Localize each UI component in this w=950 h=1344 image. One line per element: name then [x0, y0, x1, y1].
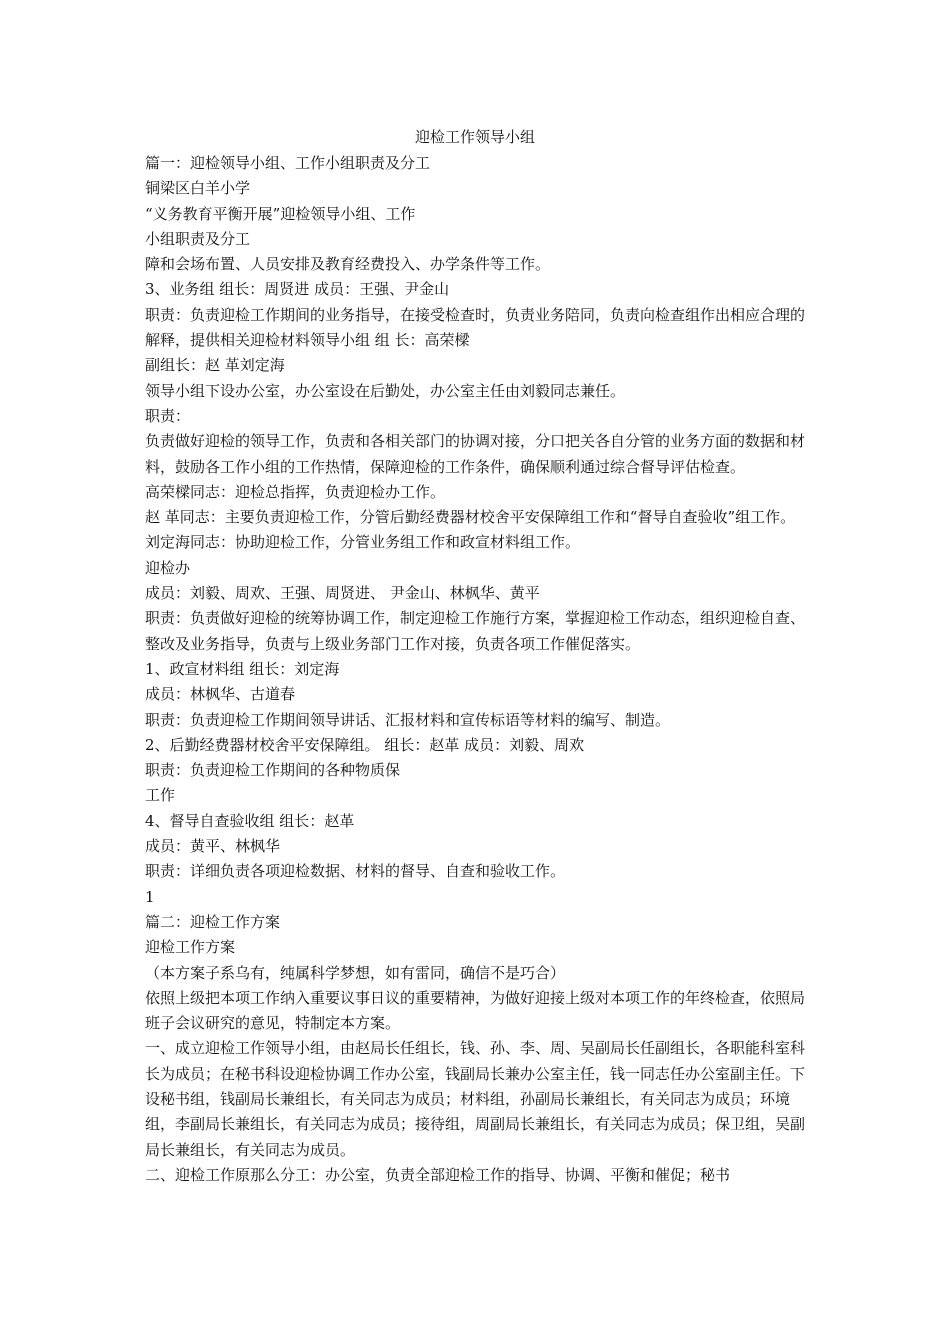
text-line: （本方案子系乌有，纯属科学梦想，如有雷同，确信不是巧合）: [145, 963, 566, 982]
text-line: 职责：负责做好迎检的统筹协调工作，制定迎检工作施行方案，掌握迎检工作动态，组织迎检自查、整改及业务指导，负责与上级业务部门工作对接，负责各项工作催促落实。: [145, 609, 806, 653]
page-number: 1: [145, 887, 155, 906]
text-line: 成员：林枫华、古道春: [145, 685, 296, 704]
text-line: “义务教育平衡开展”迎检领导小组、工作: [145, 204, 416, 223]
text-line: 篇一：迎检领导小组、工作小组职责及分工: [145, 154, 431, 172]
text-line: 迎检办: [145, 558, 191, 577]
text-line: 赵 革同志：主要负责迎检工作，分管后勤经费器材校舍平安保障组工作和“督导自查验收”组工作。: [145, 508, 796, 527]
text-line: 职责：负责迎检工作期间的各种物质保: [145, 761, 401, 780]
text-line: 职责：详细负责各项迎检数据、材料的督导、自查和验收工作。: [145, 862, 566, 881]
text-line: 成员：刘毅、周欢、王强、周贤进、 尹金山、林枫华、黄平: [145, 584, 540, 603]
text-line: 职责：负责迎检工作期间的业务指导，在接受检查时，负责业务陪同，负责向检查组作出相应合理的解释，提供相关迎检材料领导小组 组 长：高荣樑: [145, 305, 806, 350]
text-line: 二、迎检工作原那么分工：办公室，负责全部迎检工作的指导、协调、平衡和催促；秘书: [145, 1165, 731, 1184]
text-line: 副组长：赵 革刘定海: [145, 356, 285, 375]
text-line: 依照上级把本项工作纳入重要议事日议的重要精神，为做好迎接上级对本项工作的年终检查，依照局班子会议研究的意见，特制定本方案。: [145, 988, 806, 1033]
text-line: 高荣樑同志：迎检总指挥，负责迎检办工作。: [145, 482, 446, 501]
text-line: 4、督导自查验收组 组长：赵革: [145, 811, 355, 830]
text-line: 小组职责及分工: [145, 229, 251, 248]
text-line: 一、成立迎检工作领导小组，由赵局长任组长，钱、孙、李、周、吴副局长任副组长，各职能科室科长为成员；在秘书科设迎检协调工作办公室，钱副局长兼办公室主任，钱一同志任办公室副主任。下设秘书组，钱副局长兼组长，有关同志为成员；材料组，孙副局长兼组长，有关同志为成员；环境组，李副局长兼组长，有关同志为成员；接待组，周副局长兼组长，有关同志为成员；保卫组，吴副局长兼组长，有关同志为成员。: [145, 1039, 806, 1159]
text-line: 刘定海同志：协助迎检工作，分管业务组工作和政宣材料组工作。: [145, 533, 581, 552]
text-line: 工作: [145, 786, 176, 805]
text-line: 铜梁区白羊小学: [145, 179, 251, 198]
text-line: 1、政宣材料组 组长：刘定海: [145, 659, 340, 678]
text-line: 领导小组下设办公室，办公室设在后勤处，办公室主任由刘毅同志兼任。: [145, 381, 626, 400]
text-line: 成员：黄平、林枫华: [145, 837, 281, 856]
text-line: 障和会场布置、人员安排及教育经费投入、办学条件等工作。: [145, 255, 551, 274]
document-title: 迎检工作领导小组: [414, 128, 535, 146]
text-line: 职责：负责迎检工作期间领导讲话、汇报材料和宣传标语等材料的编写、制造。: [145, 710, 671, 729]
text-line: 迎检工作方案: [145, 938, 236, 957]
text-line: 职责：: [145, 406, 191, 425]
section-heading: 篇二：迎检工作方案: [145, 912, 281, 931]
text-line: 3、业务组 组长：周贤进 成员：王强、尹金山: [145, 280, 450, 299]
document-body: [145, 151, 810, 1188]
text-line: 2、后勤经费器材校舍平安保障组。 组长：赵革 成员：刘毅、周欢: [145, 735, 585, 754]
text-line: 负责做好迎检的领导工作，负责和各相关部门的协调对接，分口把关各自分管的业务方面的数据和材料，鼓励各工作小组的工作热情，保障迎检的工作条件，确保顺利通过综合督导评估检查。: [145, 432, 806, 476]
